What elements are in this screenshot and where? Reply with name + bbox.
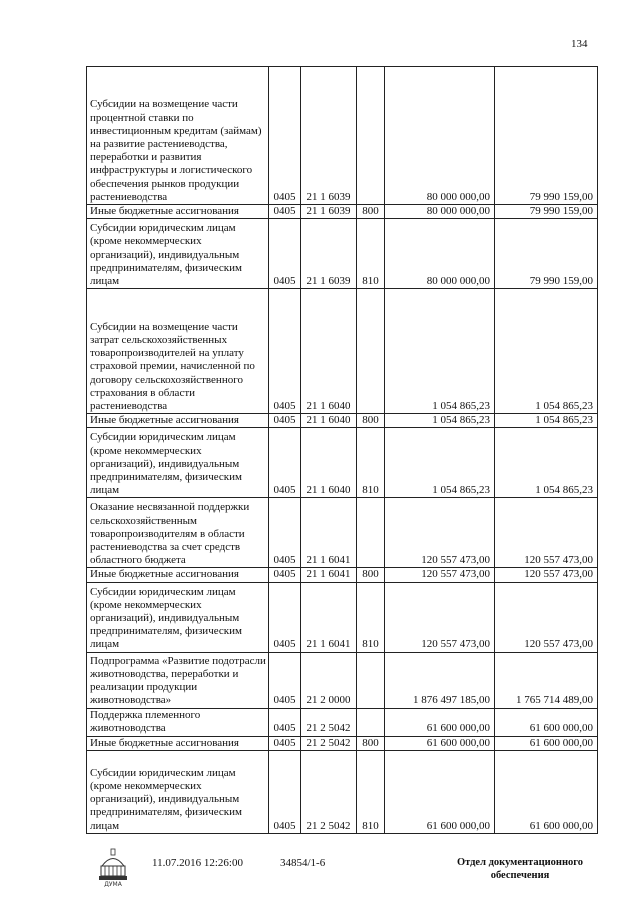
row-executed-amount: 120 557 473,00 <box>495 582 598 652</box>
row-plan-amount: 120 557 473,00 <box>385 582 495 652</box>
table-row <box>87 568 598 582</box>
row-name: Иные бюджетные ассигнования <box>87 205 269 219</box>
footer-department <box>440 856 600 882</box>
table-row <box>87 205 598 219</box>
row-executed-amount: 61 600 000,00 <box>495 708 598 736</box>
row-name: Субсидии юридическим лицам (кроме некоммерческих организаций), индивидуальным предпринимателям, физическим лицам <box>87 428 269 498</box>
budget-table <box>86 66 598 834</box>
row-name: Иные бюджетные ассигнования <box>87 736 269 750</box>
row-section: 0405 <box>269 67 301 205</box>
row-article: 21 1 6040 <box>301 289 357 414</box>
row-section: 0405 <box>269 498 301 568</box>
row-section: 0405 <box>269 582 301 652</box>
row-section: 0405 <box>269 205 301 219</box>
row-article: 21 2 0000 <box>301 652 357 708</box>
footer-department-line1: Отдел документационного <box>456 857 584 868</box>
row-name: Субсидии на возмещение части затрат сельскохозяйственных товаропроизводителей на уплату страховой премии, начисленной по договору сельскохозяйственного страхования в области растениеводства <box>87 289 269 414</box>
table-row <box>87 708 598 736</box>
table-row <box>87 428 598 498</box>
row-section: 0405 <box>269 289 301 414</box>
row-section: 0405 <box>269 708 301 736</box>
row-plan-amount: 1 054 865,23 <box>385 414 495 428</box>
row-article: 21 1 6041 <box>301 568 357 582</box>
table-row <box>87 652 598 708</box>
row-article: 21 1 6040 <box>301 414 357 428</box>
row-plan-amount: 61 600 000,00 <box>385 736 495 750</box>
row-expense-type: 810 <box>357 582 385 652</box>
row-expense-type: 810 <box>357 219 385 289</box>
row-article: 21 1 6040 <box>301 428 357 498</box>
row-section: 0405 <box>269 414 301 428</box>
row-plan-amount: 1 876 497 185,00 <box>385 652 495 708</box>
row-executed-amount: 61 600 000,00 <box>495 736 598 750</box>
table-row <box>87 582 598 652</box>
row-name: Иные бюджетные ассигнования <box>87 414 269 428</box>
table-row <box>87 736 598 750</box>
row-section: 0405 <box>269 428 301 498</box>
table-row <box>87 219 598 289</box>
row-executed-amount: 1 054 865,23 <box>495 289 598 414</box>
seal-text: ДУМА <box>104 881 122 888</box>
row-expense-type: 800 <box>357 414 385 428</box>
row-expense-type <box>357 708 385 736</box>
row-name: Субсидии юридическим лицам (кроме некоммерческих организаций), индивидуальным предпринимателям, физическим лицам <box>87 219 269 289</box>
row-executed-amount: 1 765 714 489,00 <box>495 652 598 708</box>
row-executed-amount: 61 600 000,00 <box>495 750 598 833</box>
row-expense-type <box>357 289 385 414</box>
footer-department-line2: обеспечения <box>490 870 550 881</box>
footer-timestamp: 11.07.2016 12:26:00 <box>152 857 243 869</box>
budget-table-body <box>87 67 598 834</box>
row-article: 21 2 5042 <box>301 736 357 750</box>
row-plan-amount: 80 000 000,00 <box>385 205 495 219</box>
row-plan-amount: 120 557 473,00 <box>385 568 495 582</box>
row-article: 21 1 6039 <box>301 205 357 219</box>
row-plan-amount: 1 054 865,23 <box>385 428 495 498</box>
row-article: 21 2 5042 <box>301 750 357 833</box>
row-executed-amount: 1 054 865,23 <box>495 414 598 428</box>
row-expense-type: 810 <box>357 750 385 833</box>
row-executed-amount: 79 990 159,00 <box>495 219 598 289</box>
table-row <box>87 289 598 414</box>
row-section: 0405 <box>269 568 301 582</box>
row-section: 0405 <box>269 736 301 750</box>
row-expense-type <box>357 652 385 708</box>
row-article: 21 1 6039 <box>301 219 357 289</box>
table-row <box>87 750 598 833</box>
page-number: 134 <box>571 38 588 50</box>
row-name: Иные бюджетные ассигнования <box>87 568 269 582</box>
table-row <box>87 498 598 568</box>
row-executed-amount: 120 557 473,00 <box>495 568 598 582</box>
row-executed-amount: 1 054 865,23 <box>495 428 598 498</box>
row-name: Субсидии юридическим лицам (кроме некоммерческих организаций), индивидуальным предпринимателям, физическим лицам <box>87 750 269 833</box>
row-plan-amount: 61 600 000,00 <box>385 750 495 833</box>
row-executed-amount: 120 557 473,00 <box>495 498 598 568</box>
row-plan-amount: 80 000 000,00 <box>385 219 495 289</box>
row-section: 0405 <box>269 652 301 708</box>
row-plan-amount: 120 557 473,00 <box>385 498 495 568</box>
row-plan-amount: 61 600 000,00 <box>385 708 495 736</box>
row-expense-type <box>357 67 385 205</box>
row-executed-amount: 79 990 159,00 <box>495 67 598 205</box>
row-article: 21 1 6041 <box>301 582 357 652</box>
table-row <box>87 414 598 428</box>
row-name: Субсидии юридическим лицам (кроме некоммерческих организаций), индивидуальным предпринимателям, физическим лицам <box>87 582 269 652</box>
row-name: Субсидии на возмещение части процентной ставки по инвестиционным кредитам (займам) на развитие растениеводства, переработки и развития инфраструктуры и логистического обеспечения рынков продукции растениеводства <box>87 67 269 205</box>
row-expense-type: 810 <box>357 428 385 498</box>
row-article: 21 1 6041 <box>301 498 357 568</box>
row-plan-amount: 1 054 865,23 <box>385 289 495 414</box>
row-name: Подпрограмма «Развитие подотрасли животноводства, переработки и реализации продукции животноводства» <box>87 652 269 708</box>
row-section: 0405 <box>269 750 301 833</box>
row-expense-type: 800 <box>357 736 385 750</box>
row-plan-amount: 80 000 000,00 <box>385 67 495 205</box>
row-name: Оказание несвязанной поддержки сельскохозяйственным товаропроизводителям в области растениеводства за счет средств областного бюджета <box>87 498 269 568</box>
footer-reference: 34854/1-6 <box>280 857 326 869</box>
row-expense-type: 800 <box>357 568 385 582</box>
row-executed-amount: 79 990 159,00 <box>495 205 598 219</box>
table-row <box>87 67 598 205</box>
row-expense-type: 800 <box>357 205 385 219</box>
row-article: 21 2 5042 <box>301 708 357 736</box>
row-expense-type <box>357 498 385 568</box>
row-name: Поддержка племенного животноводства <box>87 708 269 736</box>
row-article: 21 1 6039 <box>301 67 357 205</box>
duma-emblem-icon <box>96 848 130 888</box>
row-section: 0405 <box>269 219 301 289</box>
